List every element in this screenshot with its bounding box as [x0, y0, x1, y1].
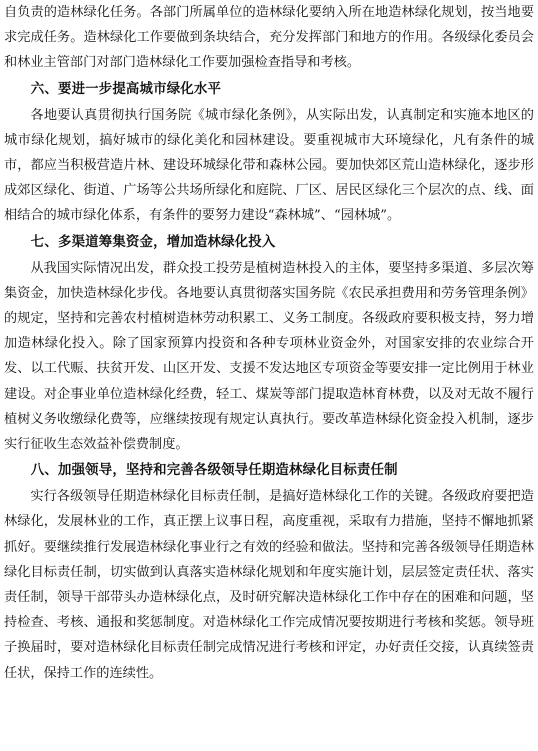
section-heading-6: 六、要进一步提高城市绿化水平 — [30, 81, 222, 97]
section-paragraph-7: 从我国实际情况出发，群众投工投劳是植树造林投入的主体，要坚持多渠道、多层次筹集资金，加快造林绿化步伐。各地要认真贯彻落实国务院《农民承担费用和劳务管理条例》的规定，坚持和完善农村植树造林劳动积累工、义务工制度。各级政府要积极支持，努力增加造林绿化投入。除了国家预算内投资和各种专项林业资金外，对国家安排的农业综合开发、以工代赈、扶贫开发、山区开发、支援不发达地区专项资金等要安排一定比例用于林业建设。对企事业单位造林绿化经费，轻工、煤炭等部门提取造林育林费，以及对无故不履行植树义务收缴绿化费等，应继续按现有规定认真执行。要改革造林绿化资金投入机制，逐步实行征收生态效益补偿费制度。 — [4, 260, 534, 453]
section-paragraph-8: 实行各级领导任期造林绿化目标责任制，是搞好造林绿化工作的关键。各级政府要把造林绿化，发展林业的工作，真正摆上议事日程，高度重视，采取有力措施，坚持不懈地抓紧抓好。要继续推行发展造林绿化事业行之有效的经验和做法。坚持和完善各级领导任期造林绿化目标责任制，切实做到认真落实造林绿化规划和年度实施计划，层层签定责任状、落实责任制，领导干部带头办造林绿化点，及时研究解决造林绿化工作中存在的困难和问题，坚持检查、考核、通报和奖惩制度。对造林绿化工作完成情况要按期进行考核和奖惩。领导班子换届时，要对造林绿化目标责任制完成情况进行考核和评定，办好责任交接，认真续签责任状，保持工作的连续性。 — [4, 489, 534, 681]
intro-paragraph: 自负责的造林绿化任务。各部门所属单位的造林绿化要纳入所在地造林绿化规划，按当地要求完成任务。造林绿化工作要做到条块结合，充分发挥部门和地方的作用。各级绿化委员会和林业主管部门对部门造林绿化工作要加强检查指导和考核。 — [4, 5, 534, 71]
document-page — [4, 0, 534, 686]
section-heading-7: 七、多渠道筹集资金，增加造林绿化投入 — [30, 234, 276, 250]
section-heading-8: 八、加强领导，坚持和完善各级领导任期造林绿化目标责任制 — [30, 463, 398, 479]
section-paragraph-6: 各地要认真贯彻执行国务院《城市绿化条例》，从实际出发，认真制定和实施本地区的城市绿化规划，搞好城市的绿化美化和园林建设。要重视城市大环境绿化，凡有条件的城市，都应当积极营造片林、建设环城绿化带和森林公园。要加快郊区荒山造林绿化，逐步形成郊区绿化、街道、广场等公共场所绿化和庭院、厂区、居民区绿化三个层次的点、线、面相结合的城市绿化体系，有条件的要努力建设“森林城”、“园林城”。 — [4, 107, 534, 224]
